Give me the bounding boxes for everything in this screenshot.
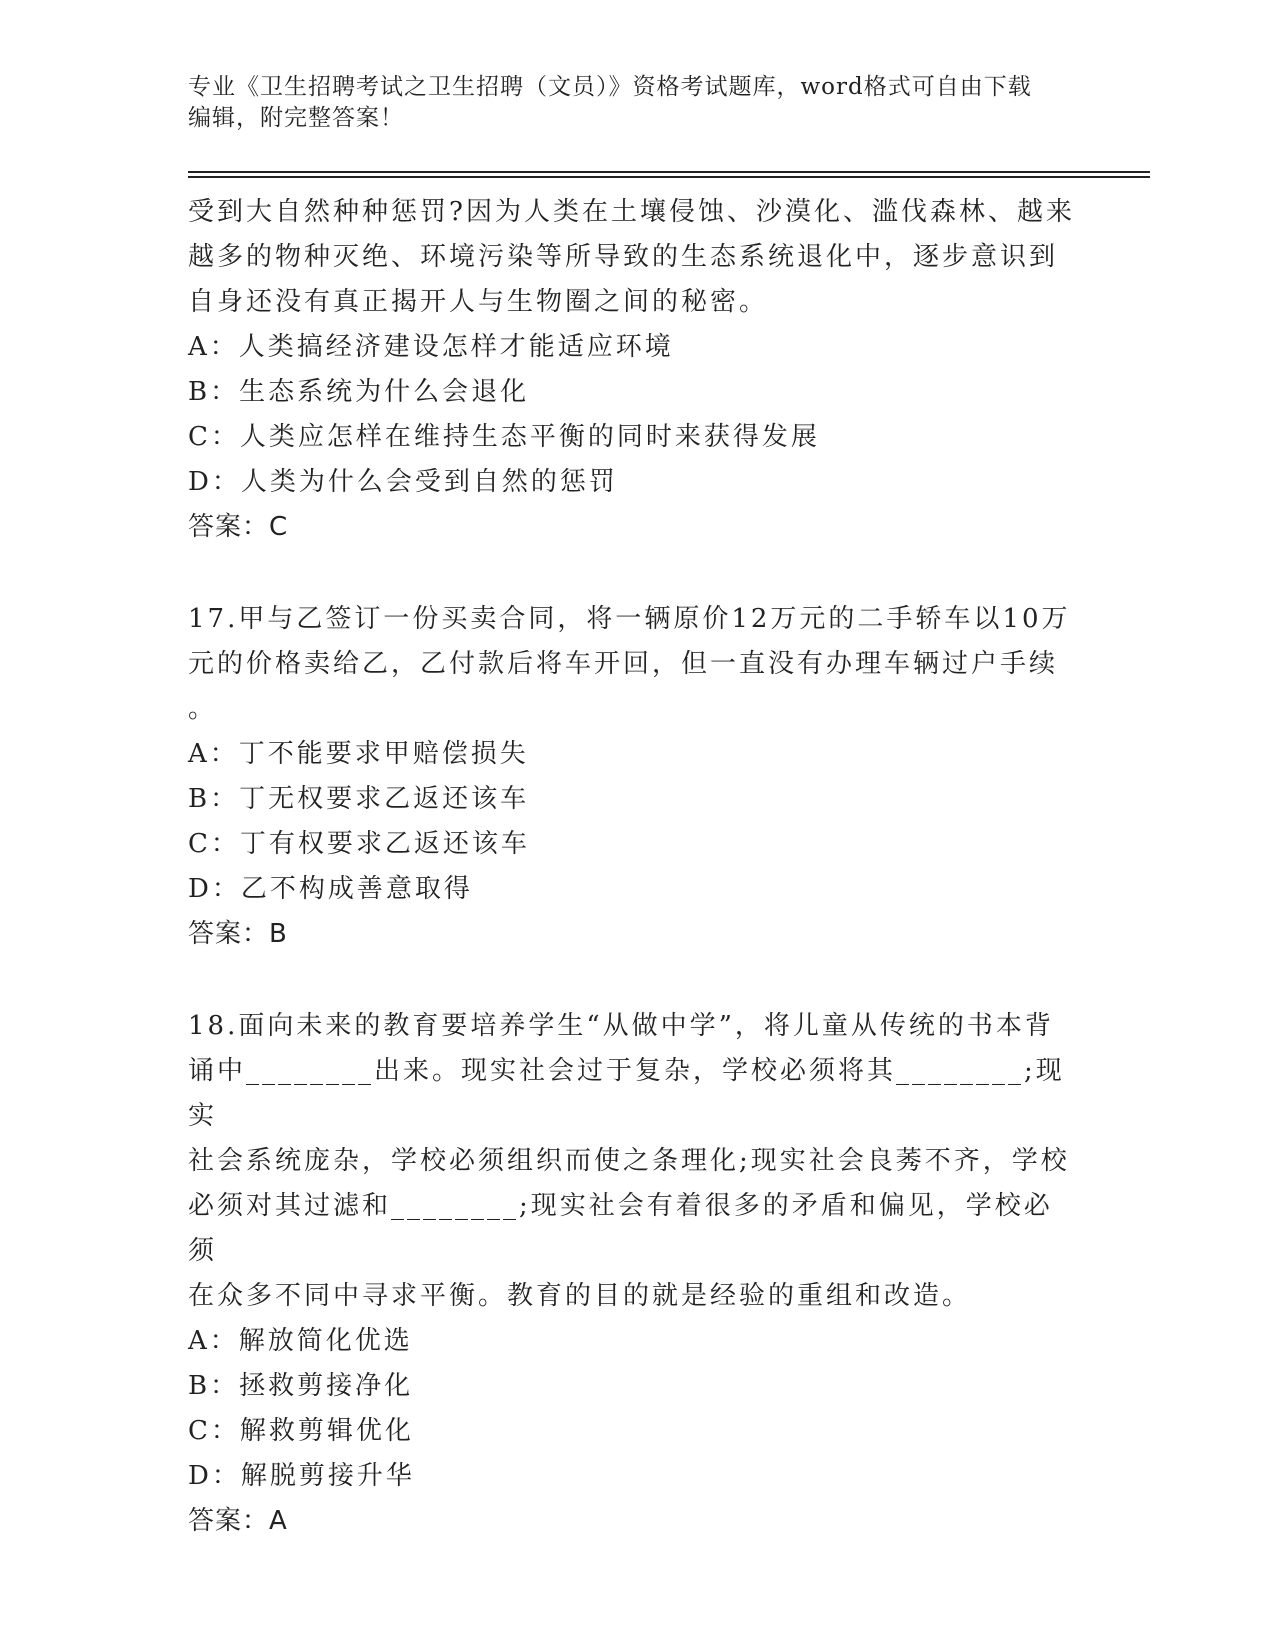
header-divider-top xyxy=(188,171,1150,173)
question-stem-line: 社会系统庞杂，学校必须组织而使之条理化;现实社会良莠不齐，学校 xyxy=(188,1146,1070,1176)
option-a: A：人类搞经济建设怎样才能适应环境 xyxy=(188,332,674,362)
question-stem-line: 越多的物种灭绝、环境污染等所导致的生态系统退化中，逐步意识到 xyxy=(188,242,1059,272)
header-line-1: 专业《卫生招聘考试之卫生招聘（文员）》资格考试题库，word格式可自由下载 xyxy=(188,74,1032,100)
document-header xyxy=(188,72,1068,134)
option-c: C：人类应怎样在维持生态平衡的同时来获得发展 xyxy=(188,422,820,452)
answer-line: 答案：B xyxy=(188,919,288,949)
question-stem-line: 自身还没有真正揭开人与生物圈之间的秘密。 xyxy=(188,287,769,317)
question-stem-line: 必须对其过滤和________;现实社会有着很多的矛盾和偏见，学校必须 xyxy=(188,1191,1053,1266)
option-a: A：解放简化优选 xyxy=(188,1326,413,1356)
header-line-2: 编辑，附完整答案！ xyxy=(188,105,404,131)
option-d: D：乙不构成善意取得 xyxy=(188,874,473,904)
answer-line: 答案：C xyxy=(188,512,289,542)
question-stem-line: 在众多不同中寻求平衡。教育的目的就是经验的重组和改造。 xyxy=(188,1281,972,1311)
question-stem-line: 。 xyxy=(188,694,218,724)
question-stem-line: 17.甲与乙签订一份买卖合同，将一辆原价12万元的二手轿车以10万 xyxy=(188,604,1071,634)
option-c: C：丁有权要求乙返还该车 xyxy=(188,829,530,859)
question-stem-line: 元的价格卖给乙，乙付款后将车开回，但一直没有办理车辆过户手续 xyxy=(188,649,1059,679)
answer-line: 答案：A xyxy=(188,1506,288,1536)
option-d: D：人类为什么会受到自然的惩罚 xyxy=(188,467,618,497)
question-list xyxy=(188,190,1078,1544)
option-d: D：解脱剪接升华 xyxy=(188,1461,415,1491)
question-stem-line: 18.面向未来的教育要培养学生“从做中学”，将儿童从传统的书本背 xyxy=(188,1011,1054,1041)
option-b: B：生态系统为什么会退化 xyxy=(188,377,530,407)
option-b: B：拯救剪接净化 xyxy=(188,1371,414,1401)
option-b: B：丁无权要求乙返还该车 xyxy=(188,784,530,814)
question-block xyxy=(188,1004,1078,1544)
question-stem-line: 诵中________出来。现实社会过于复杂，学校必须将其________;现实 xyxy=(188,1056,1065,1131)
question-block xyxy=(188,190,1078,550)
question-block xyxy=(188,597,1078,957)
question-stem-line: 受到大自然种种惩罚?因为人类在土壤侵蚀、沙漠化、滥伐森林、越来 xyxy=(188,197,1075,227)
header-divider-bottom xyxy=(188,176,1150,178)
option-a: A：丁不能要求甲赔偿损失 xyxy=(188,739,529,769)
option-c: C：解救剪辑优化 xyxy=(188,1416,414,1446)
